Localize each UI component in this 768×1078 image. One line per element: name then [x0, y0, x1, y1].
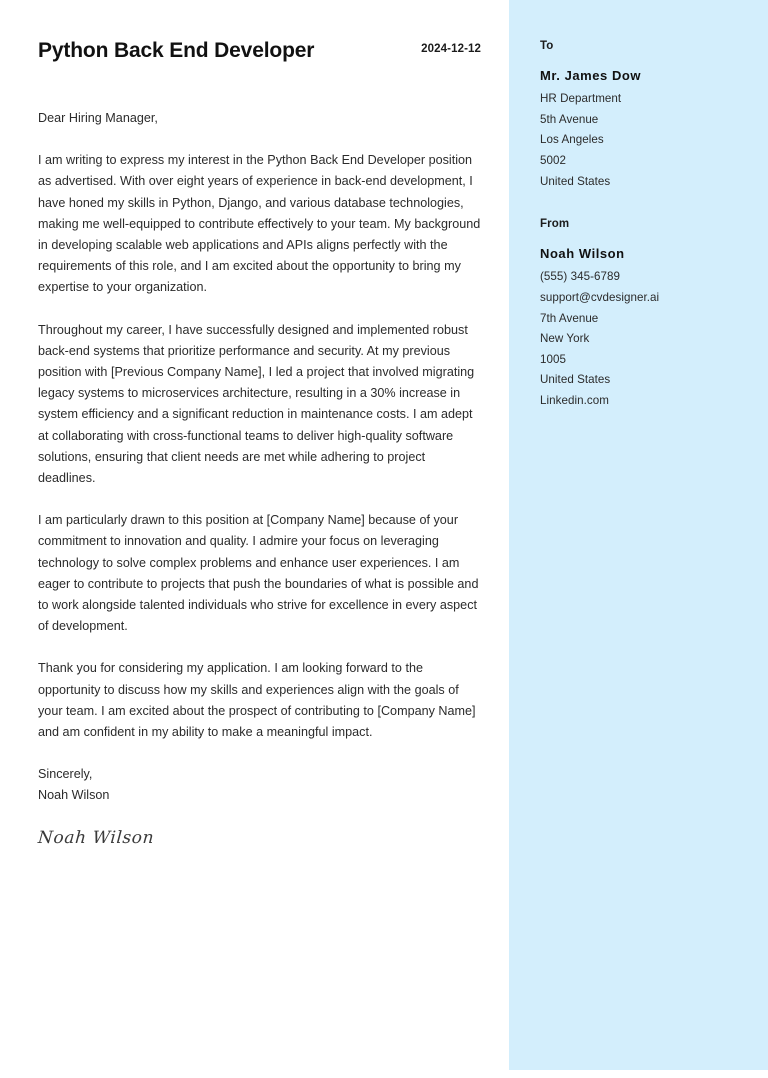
sender-website: Linkedin.com: [540, 393, 609, 407]
sender-email: support@cvdesigner.ai: [540, 290, 660, 304]
sender-line: 7th Avenue: [540, 311, 599, 325]
to-label: To: [540, 40, 554, 52]
body-paragraph-1: I am writing to express my interest in the Python Back End Developer position as advertised. With over eight years of experience in back-end development, I have honed my skills in Python, Django, and various database technologies, making me well-equipped to contribute effectively to your team. My background in developing scalable web applications and APIs aligns perfectly with the requirements of this role, and I am excited about the opportunity to bring my expertise to your organization.: [38, 153, 481, 295]
body-paragraph-2: Throughout my career, I have successfully designed and implemented robust back-end systems that prioritize performance and security. At my previous position with [Previous Company Name], I led a project that involved migrating legacy systems to microservices architecture, resulting in a 30% increase in system efficiency and a significant reduction in maintenance costs. I am adept at collaborating with cross-functional teams to deliver high-quality software solutions, ensuring that client needs are met while adhering to project deadlines.: [38, 322, 475, 486]
body-paragraph-4: Thank you for considering my application. I am looking forward to the opportunity to discuss how my skills and experiences align with the goals of your team. I am excited about the prospect of contributing to [Company Name] and am confident in my ability to make a meaningful impact.: [38, 661, 476, 740]
recipient-line: United States: [540, 174, 611, 188]
sender-phone: (555) 345-6789: [540, 270, 620, 284]
body-paragraph-3: I am particularly drawn to this position at [Company Name] because of your commitment to innovation and quality. I admire your focus on leveraging technology to solve complex problems and enhance user experiences. I am eager to contribute to projects that push the boundaries of what is possible and to work alongside talented individuals who strive for excellence in every aspect of development.: [38, 513, 479, 634]
section-divider-space: [540, 192, 768, 218]
sender-line: 1005: [540, 352, 566, 366]
recipient-line: 5th Avenue: [540, 112, 599, 126]
sender-line: New York: [540, 332, 590, 346]
sender-line: United States: [540, 373, 611, 387]
recipient-line: HR Department: [540, 92, 622, 106]
handwritten-signature: Noah Wilson: [37, 827, 155, 848]
to-section: [540, 40, 768, 192]
letter-date: 2024-12-12: [421, 43, 481, 55]
closing-name: Noah Wilson: [38, 788, 110, 803]
salutation: Dear Hiring Manager,: [38, 111, 158, 126]
recipient-name: Mr. James Dow: [540, 67, 642, 83]
contact-sidebar: [509, 0, 768, 1070]
recipient-line: 5002: [540, 153, 566, 167]
from-label: From: [540, 218, 570, 231]
recipient-line: Los Angeles: [540, 133, 604, 147]
closing-block: [38, 764, 481, 806]
letter-header: [38, 38, 481, 63]
page-title: Python Back End Developer: [38, 39, 315, 62]
sender-name: Noah Wilson: [540, 245, 625, 261]
from-section: [540, 218, 768, 411]
closing-phrase: Sincerely,: [38, 767, 93, 782]
